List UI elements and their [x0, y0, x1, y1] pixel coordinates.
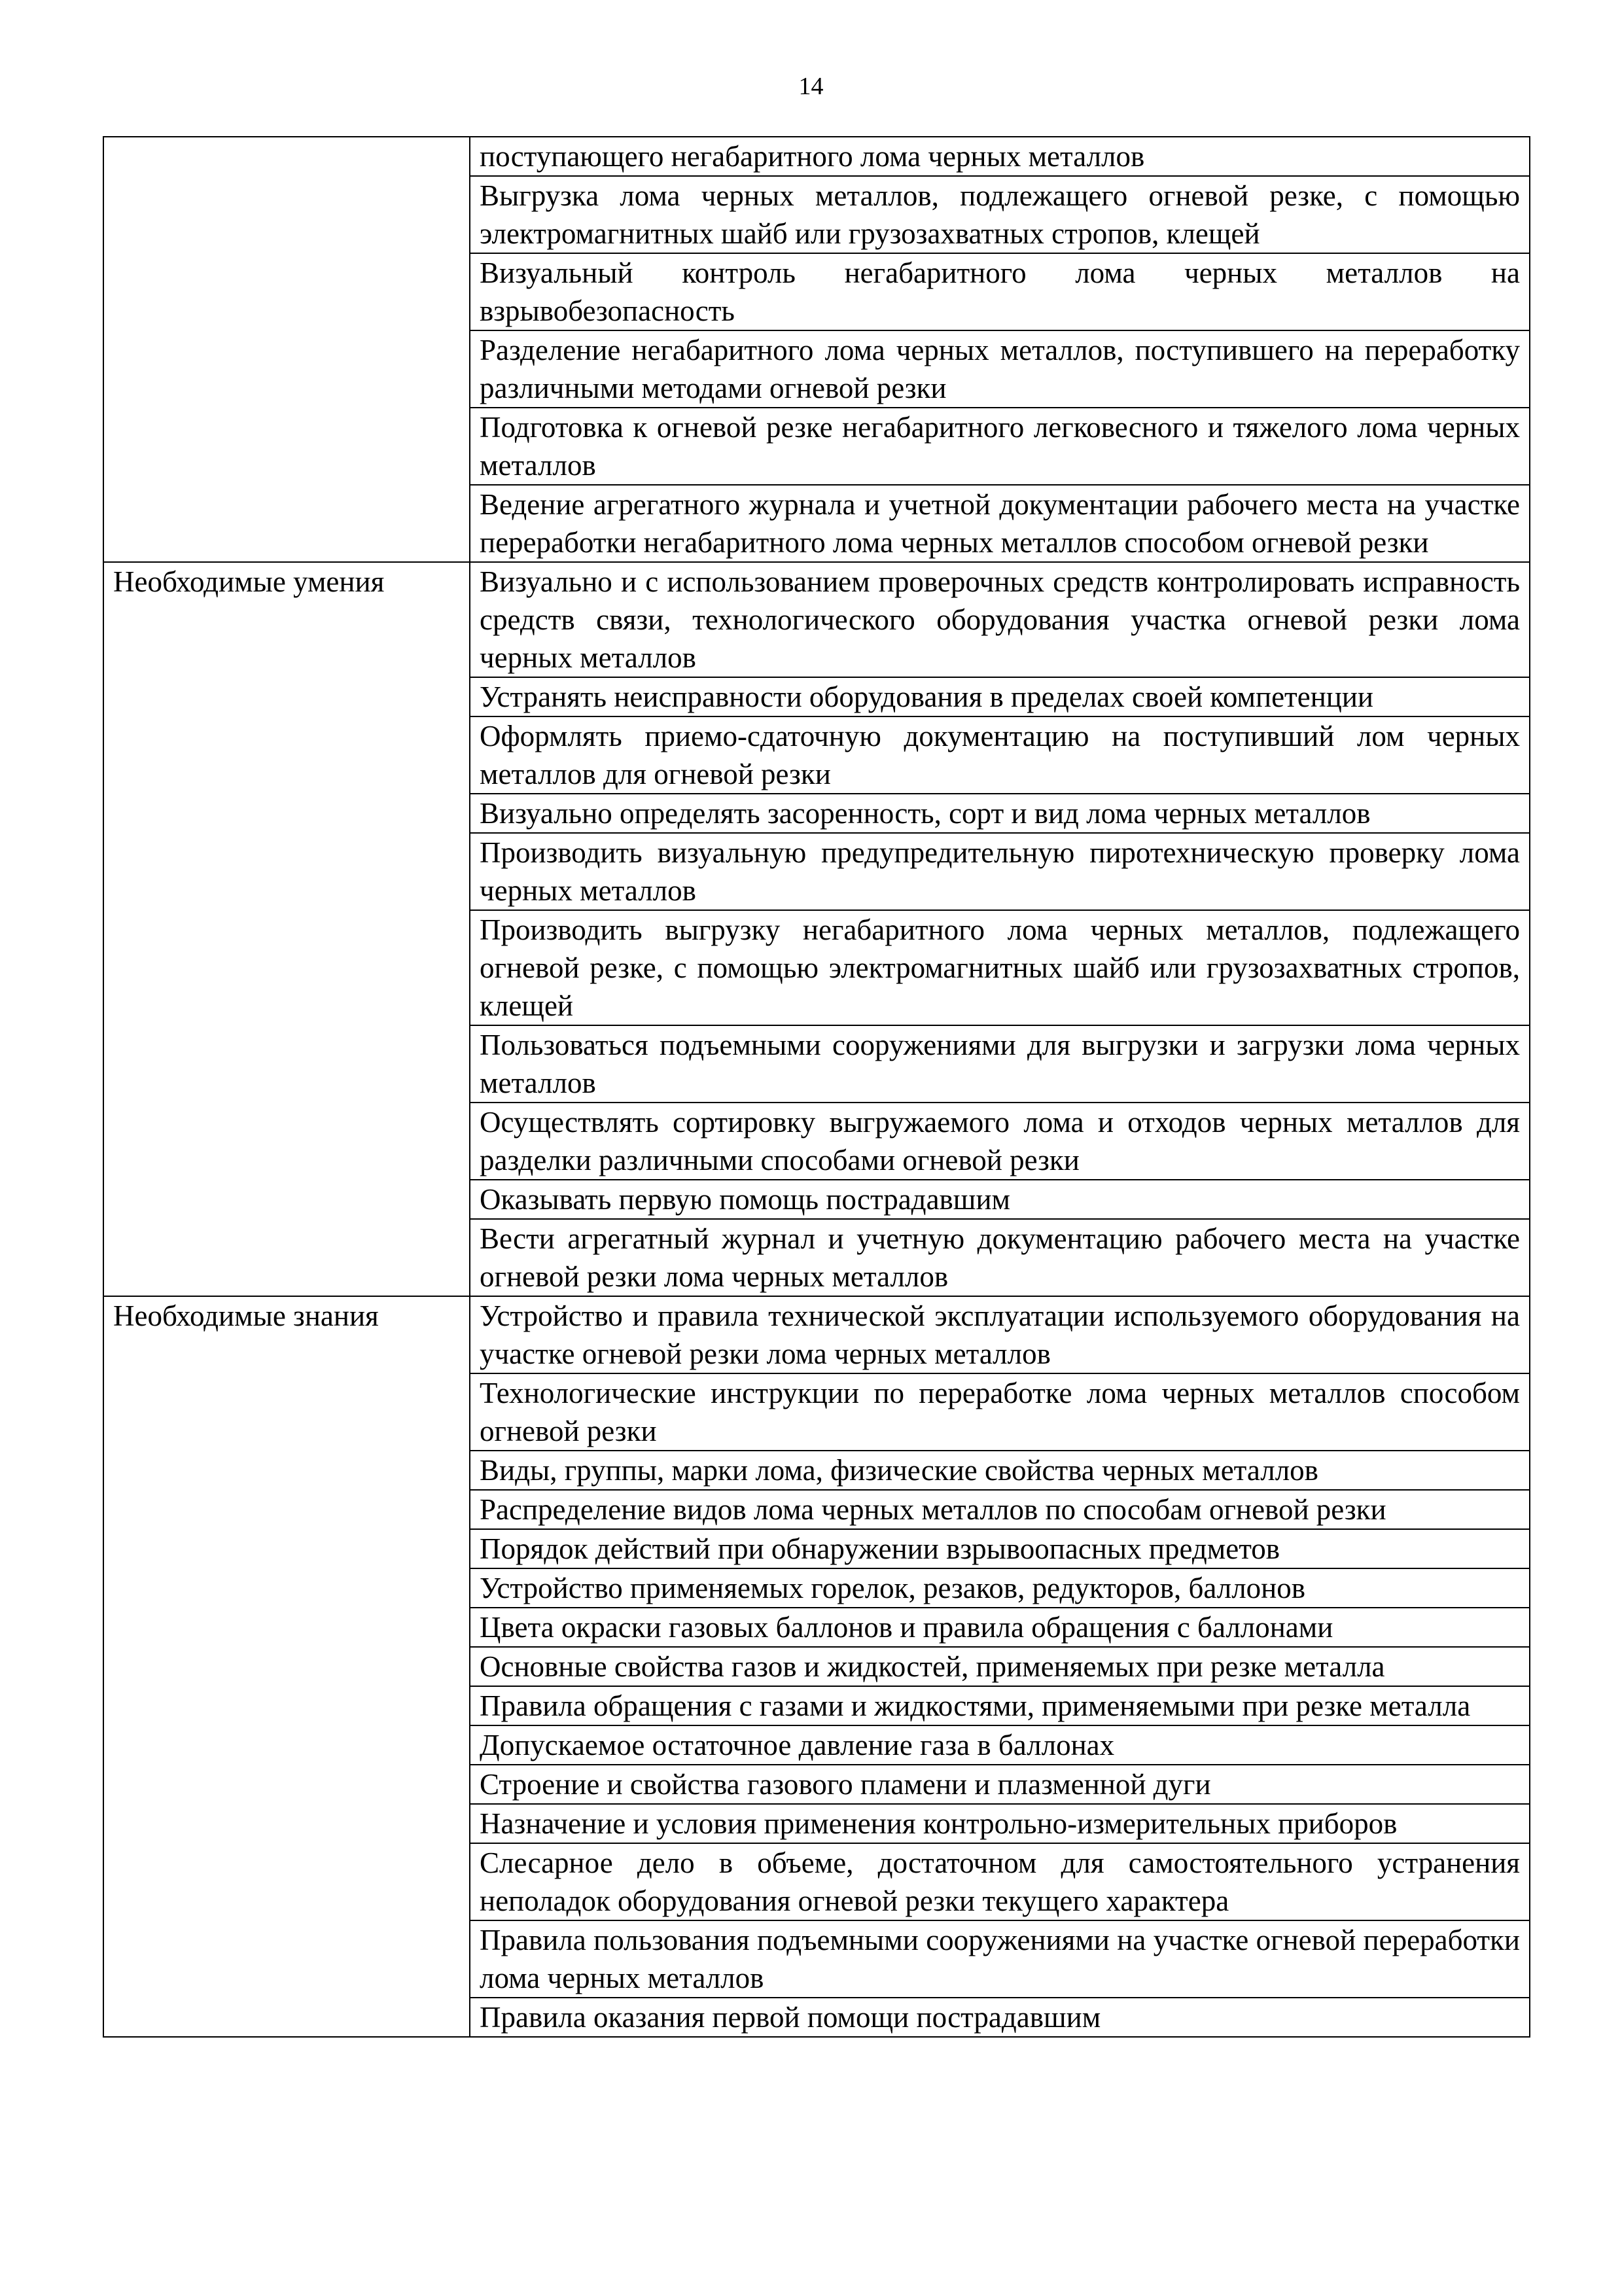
table-cell-item: Цвета окраски газовых баллонов и правила обращения с баллонами [470, 1608, 1530, 1647]
page-number: 14 [798, 73, 824, 100]
table-cell-item: Виды, группы, марки лома, физические свойства черных металлов [470, 1451, 1530, 1490]
table-cell-item: Правила оказания первой помощи пострадавшим [470, 1998, 1530, 2037]
table-cell-item: Производить визуальную предупредительную пиротехническую проверку лома черных металлов [470, 833, 1530, 910]
table-cell-item: Правила обращения с газами и жидкостями, применяемыми при резке металла [470, 1686, 1530, 1725]
table-row [103, 137, 1530, 176]
table-cell-item: Оформлять приемо-сдаточную документацию на поступивший лом черных металлов для огневой резки [470, 716, 1530, 794]
table-cell-item: Визуально определять засоренность, сорт и вид лома черных металлов [470, 794, 1530, 833]
section-label: Необходимые знания [103, 1296, 470, 2037]
table-cell-item: Пользоваться подъемными сооружениями для выгрузки и загрузки лома черных металлов [470, 1025, 1530, 1103]
table-cell-item: Визуальный контроль негабаритного лома черных металлов на взрывобезопасность [470, 253, 1530, 330]
table-row [103, 1296, 1530, 1373]
table-cell-item: Оказывать первую помощь пострадавшим [470, 1180, 1530, 1219]
table-cell-item: Вести агрегатный журнал и учетную документацию рабочего места на участке огневой резки лома черных металлов [470, 1219, 1530, 1296]
table-cell-item: Строение и свойства газового пламени и плазменной дуги [470, 1765, 1530, 1804]
section-label: Необходимые умения [103, 562, 470, 1296]
table-cell-item: Разделение негабаритного лома черных металлов, поступившего на переработку различными методами огневой резки [470, 330, 1530, 408]
table-cell-item: Порядок действий при обнаружении взрывоопасных предметов [470, 1529, 1530, 1568]
table-cell-item: Правила пользования подъемными сооружениями на участке огневой переработки лома черных металлов [470, 1920, 1530, 1998]
section-label-continued [103, 137, 470, 562]
table-body [103, 137, 1530, 2037]
table-cell-item: Устройство и правила технической эксплуатации используемого оборудования на участке огневой резки лома черных металлов [470, 1296, 1530, 1373]
table-cell-item: Подготовка к огневой резке негабаритного легковесного и тяжелого лома черных металлов [470, 408, 1530, 485]
competency-table [103, 136, 1530, 2038]
table-cell-item: Назначение и условия применения контрольно-измерительных приборов [470, 1804, 1530, 1843]
table-cell-item: Ведение агрегатного журнала и учетной документации рабочего места на участке переработки негабаритного лома черных металлов способом огневой резки [470, 485, 1530, 562]
table-cell-item: Выгрузка лома черных металлов, подлежащего огневой резке, с помощью электромагнитных шайб или грузозахватных стропов, клещей [470, 176, 1530, 253]
table-cell-item: Допускаемое остаточное давление газа в баллонах [470, 1725, 1530, 1765]
table-cell-item: Визуально и с использованием проверочных средств контролировать исправность средств связи, технологического оборудования участка огневой резки лома черных металлов [470, 562, 1530, 677]
table-row [103, 562, 1530, 677]
table-cell-item: Устройство применяемых горелок, резаков, редукторов, баллонов [470, 1568, 1530, 1608]
table-cell-item: Основные свойства газов и жидкостей, применяемых при резке металла [470, 1647, 1530, 1686]
table-cell-item: Распределение видов лома черных металлов по способам огневой резки [470, 1490, 1530, 1529]
table-cell-item: Технологические инструкции по переработке лома черных металлов способом огневой резки [470, 1373, 1530, 1451]
table-cell-item: Осуществлять сортировку выгружаемого лома и отходов черных металлов для разделки различными способами огневой резки [470, 1103, 1530, 1180]
table-cell-item: Слесарное дело в объеме, достаточном для самостоятельного устранения неполадок оборудования огневой резки текущего характера [470, 1843, 1530, 1920]
table-cell-item: Устранять неисправности оборудования в пределах своей компетенции [470, 677, 1530, 716]
table-cell-item: поступающего негабаритного лома черных металлов [470, 137, 1530, 176]
table-cell-item: Производить выгрузку негабаритного лома черных металлов, подлежащего огневой резке, с помощью электромагнитных шайб или грузозахватных стропов, клещей [470, 910, 1530, 1025]
